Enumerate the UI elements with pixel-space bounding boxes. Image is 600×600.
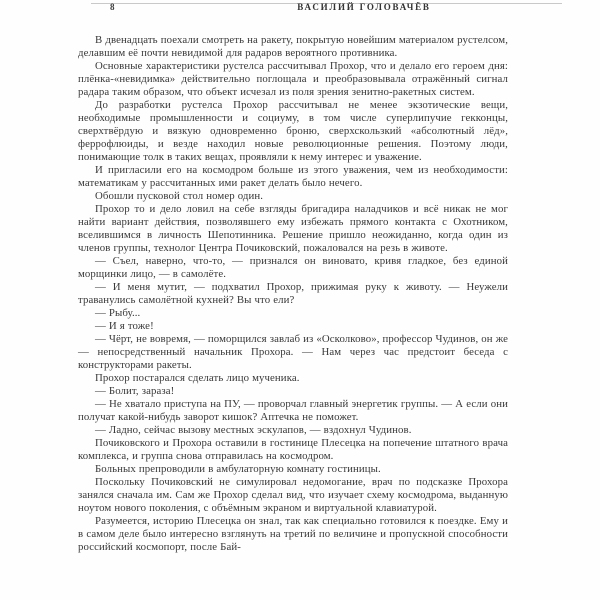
paragraph: В двенадцать поехали смотреть на ракету, покрытую новейшим материалом рустелсом, делавшим её почти невидимой для радаров вероятного противника. bbox=[78, 34, 508, 59]
paragraph: Обошли пусковой стол номер один. bbox=[95, 190, 264, 202]
paragraph: — Не хватало приступа на ПУ, — проворчал главный энергетик группы. — А если они получат какой-нибудь заворот кишок? Аптечка не поможет. bbox=[78, 398, 508, 423]
page-number: 8 bbox=[110, 2, 115, 12]
paragraph: — И меня мутит, — подхватил Прохор, прижимая руку к животу. — Неужели траванулись самолётной кухней? Вы что ели? bbox=[78, 281, 508, 306]
paragraph: Основные характеристики рустелса рассчитывал Прохор, что и делало его героем дня: плёнка-«невидимка» действительно поглощала и преобразовывала отражённый сигнал радара таким образом, что объект исчезал из поля зрения зенитно-ракетных систем. bbox=[78, 60, 508, 98]
paragraph: — Рыбу... bbox=[95, 307, 141, 319]
paragraph: Прохор постарался сделать лицо мученика. bbox=[95, 372, 300, 384]
paragraph: — Болит, зараза! bbox=[95, 385, 175, 397]
paragraph: Поскольку Почиковский не симулировал недомогание, врач по подсказке Прохора занялся сначала им. Сам же Прохор сделал вид, что изучает схему космодрома, выданную ноутом нового поколения, с объёмным экраном и виртуальной клавиатурой. bbox=[78, 476, 508, 514]
paragraph: Разумеется, историю Плесецка он знал, так как специально готовился к поездке. Ему и в самом деле было интересно взглянуть на третий по величине и пропускной способности российский космопорт, после Бай- bbox=[78, 515, 508, 553]
paragraph: — Съел, наверно, что-то, — признался он виновато, кривя гладкое, без единой морщинки лицо, — в самолёте. bbox=[78, 255, 508, 280]
paragraph: Прохор то и дело ловил на себе взгляды бригадира наладчиков и всё никак не мог найти вариант действия, позволявшего ему избежать прямого контакта с Охотником, вселившимся в личность Шепотинника. Решение пришло неожиданно, когда один из членов группы, технолог Центра Почиковский, пожаловался на резь в животе. bbox=[78, 203, 508, 254]
paragraph: До разработки рустелса Прохор рассчитывал не менее экзотические вещи, необходимые промышленности и социуму, в том числе суперлипучие гекконцы, сверхтвёрдую и вязкую одновременно броню, сверхскользкий «абсолютный лёд», феррофлюиды, и везде находил новые революционные решения. Поэтому люди, понимающие толк в таких вещах, проявляли к нему интерес и уважение. bbox=[78, 99, 508, 163]
paragraph: — Чёрт, не вовремя, — поморщился завлаб из «Осколково», профессор Чудинов, он же — непосредственный начальник Прохора. — Нам через час предстоит беседа с конструкторами ракеты. bbox=[78, 333, 508, 371]
body-text-block bbox=[78, 34, 508, 554]
paragraph: — И я тоже! bbox=[95, 320, 154, 332]
paragraph: — Ладно, сейчас вызову местных эскулапов, — вздохнул Чудинов. bbox=[95, 424, 412, 436]
running-title: ВАСИЛИЙ ГОЛОВАЧЁВ bbox=[297, 2, 431, 12]
paragraph: Почиковского и Прохора оставили в гостинице Плесецка на попечение штатного врача комплекса, и группа снова отправилась на космодром. bbox=[78, 437, 508, 462]
paragraph: Больных препроводили в амбулаторную комнату гостиницы. bbox=[95, 463, 381, 475]
paragraph: И пригласили его на космодром больше из этого уважения, чем из необходимости: математикам у рассчитанных ими ракет делать было нечего. bbox=[78, 164, 508, 189]
